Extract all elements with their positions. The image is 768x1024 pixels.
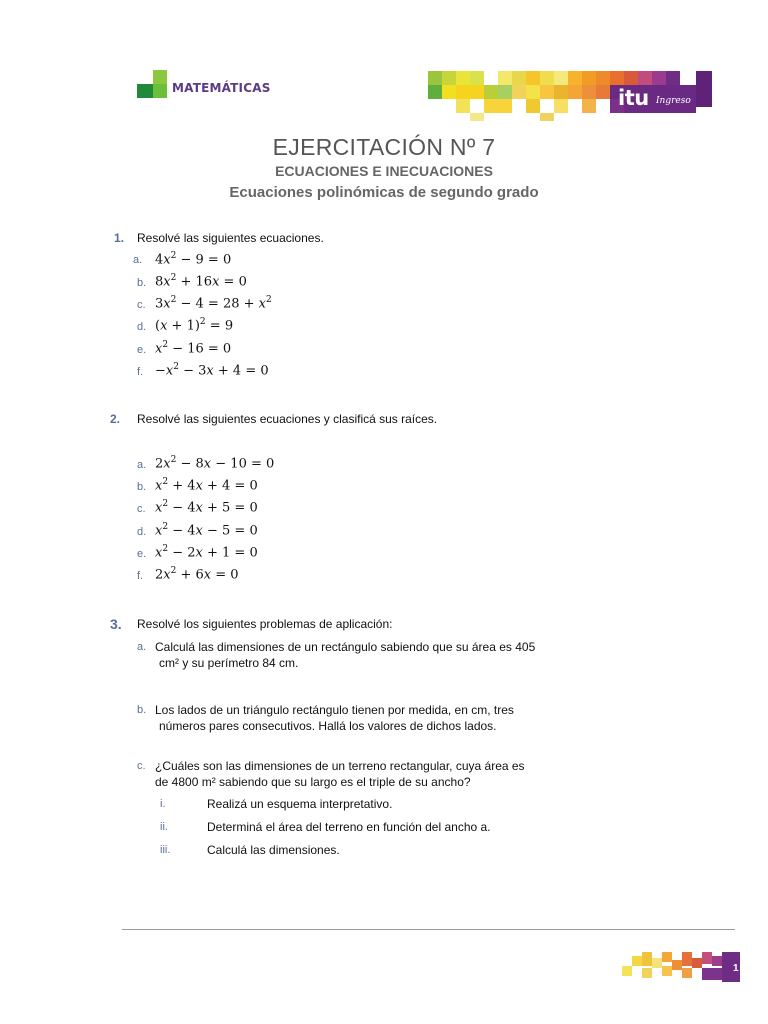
q2-item-c-equation: $x^2 - 4x + 5 = 0$ bbox=[155, 499, 258, 516]
q3-sub-i-text: Realizá un esquema interpretativo. bbox=[207, 797, 393, 811]
page-number: 1 bbox=[733, 963, 739, 974]
itu-logo: itu bbox=[618, 86, 649, 110]
q2-item-f-equation: $2x^2 + 6x = 0$ bbox=[155, 566, 239, 583]
q3-item-b-text bbox=[155, 702, 555, 734]
q2-text: Resolvé las siguientes ecuaciones y clasificá sus raíces. bbox=[137, 412, 438, 426]
q3-item-a-letter: a. bbox=[137, 641, 147, 653]
q2-item-a-equation: $2x^2 - 8x - 10 = 0$ bbox=[155, 455, 275, 472]
q1-item-e-equation: $x^2 - 16 = 0$ bbox=[155, 340, 232, 357]
q1-item-a-equation: $4x^2 - 9 = 0$ bbox=[155, 251, 232, 268]
q2-item-f-letter: f. bbox=[137, 570, 144, 582]
q3-item-a-text bbox=[155, 639, 555, 671]
q3-text: Resolvé los siguientes problemas de aplicación: bbox=[137, 617, 393, 631]
q3-sub-iii-roman: iii. bbox=[160, 844, 171, 856]
q1-item-f-equation: $-x^2 - 3x + 4 = 0$ bbox=[155, 362, 269, 379]
q3-item-b-line1: Los lados de un triángulo rectángulo tienen por medida, en cm, tres bbox=[155, 703, 514, 717]
q3-item-b-line2: números pares consecutivos. Hallá los valores de dichos lados. bbox=[159, 719, 497, 733]
q1-item-c-equation: $3x^2 - 4 = 28 + x^2$ bbox=[155, 295, 272, 312]
q1-item-d-letter: d. bbox=[137, 321, 147, 333]
q2-item-a-letter: a. bbox=[137, 459, 147, 471]
page-subtitle: ECUACIONES E INECUACIONES bbox=[275, 163, 493, 179]
q2-item-e-letter: e. bbox=[137, 548, 147, 560]
q1-item-b-equation: $8x^2 + 16x = 0$ bbox=[155, 273, 247, 290]
q3-number: 3. bbox=[110, 616, 122, 632]
q1-text: Resolvé las siguientes ecuaciones. bbox=[137, 231, 324, 245]
q2-item-e-equation: $x^2 - 2x + 1 = 0$ bbox=[155, 544, 258, 561]
q1-number: 1. bbox=[114, 231, 125, 245]
q3-item-c-letter: c. bbox=[137, 760, 146, 772]
subject-label: MATEMÁTICAS bbox=[172, 81, 271, 95]
q3-item-a-line1: Calculá las dimensiones de un rectángulo sabiendo que su área es 405 bbox=[155, 640, 536, 654]
q2-number: 2. bbox=[110, 412, 121, 426]
ingreso-label: Ingreso bbox=[656, 96, 691, 106]
q1-item-f-letter: f. bbox=[137, 366, 144, 378]
q3-item-c-line1: ¿Cuáles son las dimensiones de un terreno rectangular, cuya área es bbox=[155, 759, 525, 773]
q1-item-b-letter: b. bbox=[137, 277, 147, 289]
footer-divider bbox=[122, 929, 735, 930]
q3-item-c-text bbox=[155, 758, 555, 790]
q3-sub-ii-text: Determiná el área del terreno en función del ancho a. bbox=[207, 820, 491, 834]
q2-item-b-equation: $x^2 + 4x + 4 = 0$ bbox=[155, 477, 258, 494]
page-subtitle-topic: Ecuaciones polinómicas de segundo grado bbox=[229, 184, 539, 201]
q1-item-c-letter: c. bbox=[137, 299, 146, 311]
q2-item-b-letter: b. bbox=[137, 481, 147, 493]
page-title: EJERCITACIÓN Nº 7 bbox=[272, 134, 496, 160]
q1-item-a-letter: a. bbox=[133, 254, 143, 266]
q1-item-d-equation: $(x + 1)^2 = 9$ bbox=[155, 317, 234, 334]
q3-sub-ii-roman: ii. bbox=[160, 821, 168, 833]
q3-sub-iii-text: Calculá las dimensiones. bbox=[207, 843, 340, 857]
q2-item-d-equation: $x^2 - 4x - 5 = 0$ bbox=[155, 522, 258, 539]
q2-item-d-letter: d. bbox=[137, 526, 147, 538]
q3-item-c-line2: de 4800 m² sabiendo que su largo es el triple de su ancho? bbox=[155, 775, 471, 789]
q2-item-c-letter: c. bbox=[137, 503, 146, 515]
q1-item-e-letter: e. bbox=[137, 344, 147, 356]
q3-item-b-letter: b. bbox=[137, 704, 147, 716]
footer-mosaic bbox=[622, 952, 740, 982]
q3-item-a-line2: cm² y su perímetro 84 cm. bbox=[159, 656, 299, 670]
q3-sub-i-roman: i. bbox=[160, 798, 166, 810]
